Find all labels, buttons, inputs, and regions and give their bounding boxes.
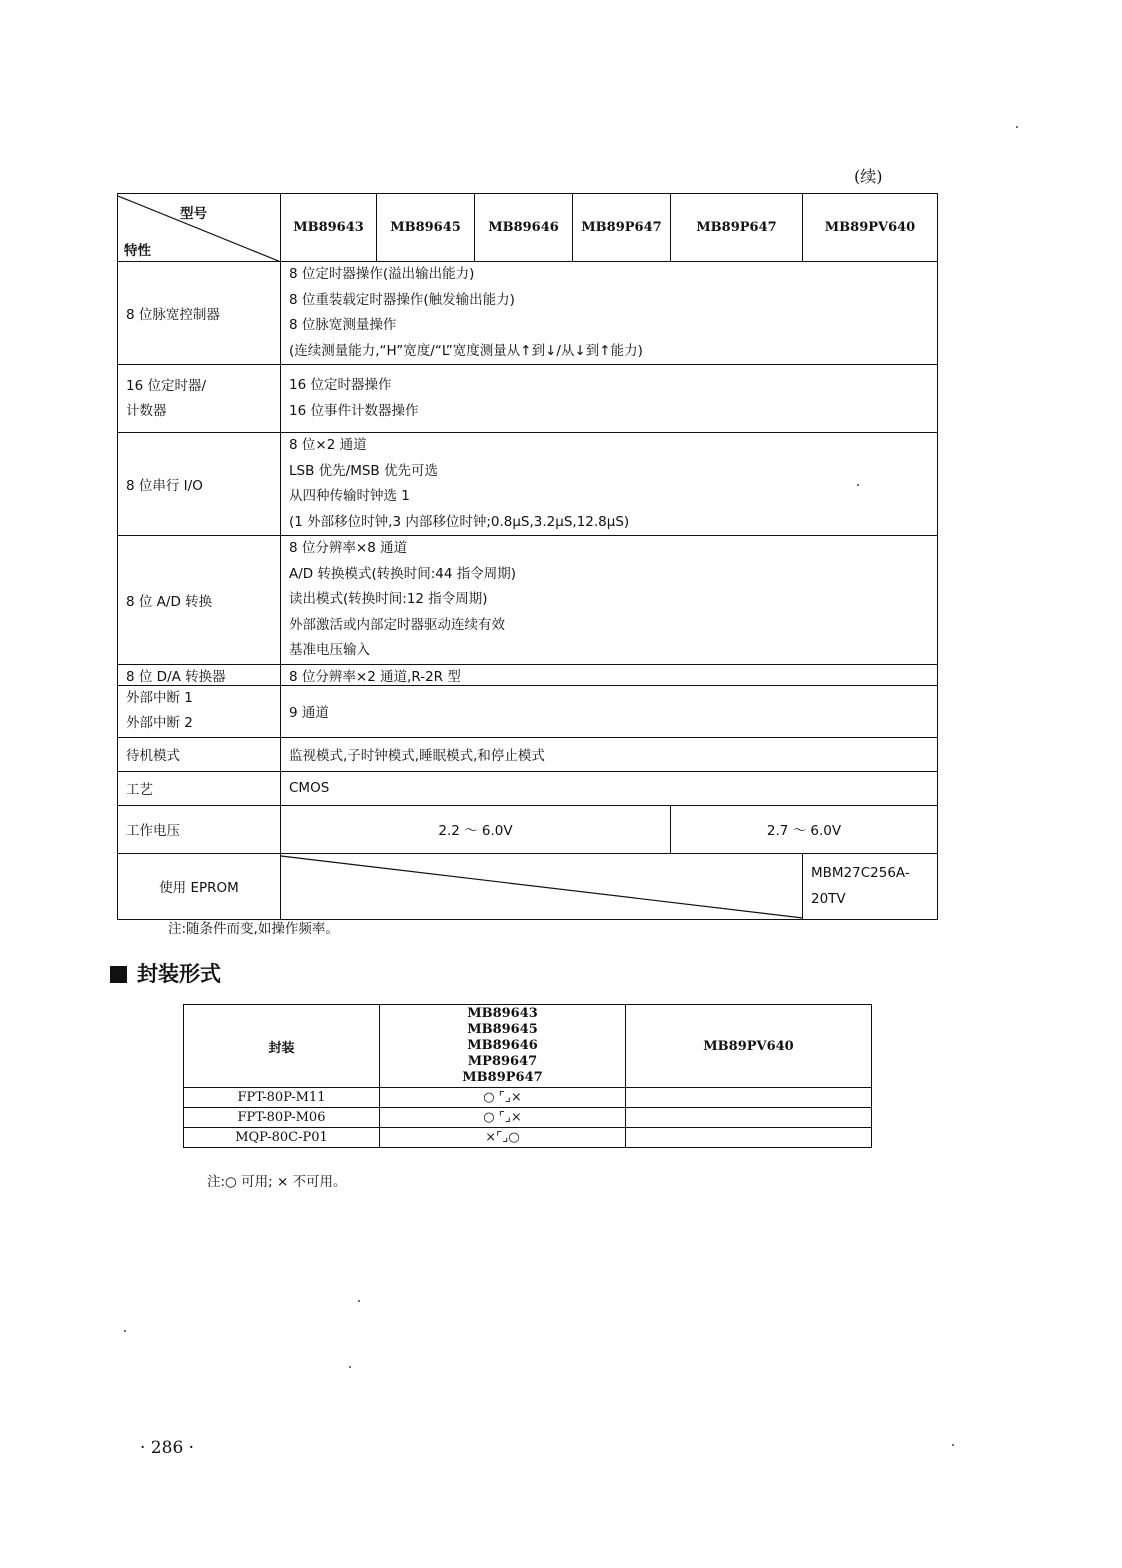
feature-name: 8 位脉宽控制器	[118, 262, 281, 365]
na-diagonal-line	[281, 854, 803, 920]
square-bullet-icon	[110, 966, 127, 983]
spec-table	[117, 193, 938, 920]
package-row	[184, 1128, 872, 1148]
spec-row	[118, 433, 938, 536]
model-header: MB89P647	[671, 194, 803, 262]
package-pv-availability	[626, 1108, 872, 1128]
feature-name: 工艺	[118, 771, 281, 805]
feature-line: A/D 转换模式(转换时间:44 指令周期)	[289, 565, 517, 582]
spec-row	[118, 737, 938, 771]
feature-name: 使用 EPROM	[118, 853, 281, 919]
feature-line: 8 位分辨率×8 通道	[289, 540, 408, 556]
section-title: 封装形式	[137, 962, 221, 986]
scan-speck	[358, 1300, 360, 1302]
package-pv-availability	[626, 1088, 872, 1108]
package-name: MQP-80C-P01	[184, 1128, 380, 1148]
voltage-range-a: 2.2 ～ 6.0V	[281, 805, 671, 853]
feature-line: 16 位事件计数器操作	[289, 402, 419, 419]
spec-row	[118, 262, 938, 365]
package-availability: ×⌜⌟○	[380, 1128, 626, 1148]
eprom-na-cell	[281, 853, 803, 919]
spec-header-row	[118, 194, 938, 262]
model-header: MB89PV640	[803, 194, 938, 262]
eprom-value: MBM27C256A- 20TV	[803, 853, 938, 919]
section-heading	[110, 958, 221, 988]
feature-details	[281, 365, 938, 433]
package-name: FPT-80P-M11	[184, 1088, 380, 1108]
feature-line: 读出模式(转换时间:12 指令周期)	[289, 591, 488, 607]
model-name: MB89P647	[462, 1070, 543, 1085]
feature-line: 8 位脉宽测量操作	[289, 317, 397, 333]
spec-row	[118, 365, 938, 433]
package-name: FPT-80P-M06	[184, 1108, 380, 1128]
feature-details: CMOS	[281, 771, 938, 805]
package-pv-availability	[626, 1128, 872, 1148]
package-header: 封装	[184, 1005, 380, 1088]
feature-line: 16 位定时器操作	[289, 377, 392, 393]
feature-line: (1 外部移位时钟,3 内部移位时钟;0.8μS,3.2μS,12.8μS)	[289, 513, 630, 530]
spec-row	[118, 664, 938, 685]
package-row	[184, 1088, 872, 1108]
header-model-label: 型号	[180, 206, 207, 222]
feature-details: 8 位分辨率×2 通道,R-2R 型	[281, 664, 938, 685]
feature-name: 16 位定时器/ 计数器	[118, 365, 281, 433]
feature-details: 监视模式,子时钟模式,睡眠模式,和停止模式	[281, 737, 938, 771]
feature-line: 从四种传输时钟选 1	[289, 488, 410, 504]
feature-line: (连续测量能力,“H”宽度/“L”宽度测量从↑到↓/从↓到↑能力)	[289, 342, 643, 359]
feature-details	[281, 433, 938, 536]
model-list-header	[380, 1005, 626, 1088]
feature-details	[281, 536, 938, 665]
diagonal-header	[118, 194, 281, 262]
model-header: MB89P647	[573, 194, 671, 262]
spec-row	[118, 536, 938, 665]
model-name: MB89646	[467, 1038, 538, 1053]
feature-line: 外部激活或内部定时器驱动连续有效	[289, 616, 505, 633]
package-availability: ○ ⌜⌟×	[380, 1088, 626, 1108]
feature-details: 9 通道	[281, 685, 938, 737]
scan-speck	[857, 484, 859, 486]
voltage-row	[118, 805, 938, 853]
feature-name: 8 位 D/A 转换器	[118, 664, 281, 685]
model-header: MB89646	[475, 194, 573, 262]
table-note: 注:随条件而变,如操作频率。	[168, 921, 339, 937]
spec-row	[118, 685, 938, 737]
feature-name: 工作电压	[118, 805, 281, 853]
feature-name: 待机模式	[118, 737, 281, 771]
feature-details	[281, 262, 938, 365]
feature-name: 8 位 A/D 转换	[118, 536, 281, 665]
header-feature-label: 特性	[124, 243, 151, 259]
model-header: MB89643	[281, 194, 377, 262]
feature-name: 8 位串行 I/O	[118, 433, 281, 536]
scan-speck	[349, 1366, 351, 1368]
package-header-row	[184, 1005, 872, 1088]
feature-line: 8 位重装载定时器操作(触发输出能力)	[289, 291, 515, 308]
package-row	[184, 1108, 872, 1128]
package-table	[183, 1004, 872, 1148]
continued-label: (续)	[854, 167, 883, 186]
feature-line: 8 位×2 通道	[289, 437, 367, 453]
pv-header: MB89PV640	[626, 1005, 872, 1088]
eprom-row	[118, 853, 938, 919]
model-name: MB89643	[467, 1006, 538, 1021]
legend-note: 注:○ 可用; × 不可用。	[207, 1174, 347, 1190]
model-header: MB89645	[377, 194, 475, 262]
feature-line: 8 位定时器操作(溢出输出能力)	[289, 266, 475, 282]
spec-row	[118, 771, 938, 805]
scan-speck	[1016, 126, 1018, 128]
scan-speck	[124, 1330, 126, 1332]
package-availability: ○ ⌜⌟×	[380, 1108, 626, 1128]
feature-line: 基准电压输入	[289, 642, 370, 658]
scan-speck	[952, 1444, 954, 1446]
feature-line: LSB 优先/MSB 优先可选	[289, 462, 438, 479]
page-number: · 286 ·	[140, 1438, 195, 1458]
voltage-range-b: 2.7 ～ 6.0V	[671, 805, 938, 853]
model-name: MB89645	[467, 1022, 538, 1037]
model-name: MP89647	[467, 1054, 538, 1069]
feature-name: 外部中断 1 外部中断 2	[118, 685, 281, 737]
